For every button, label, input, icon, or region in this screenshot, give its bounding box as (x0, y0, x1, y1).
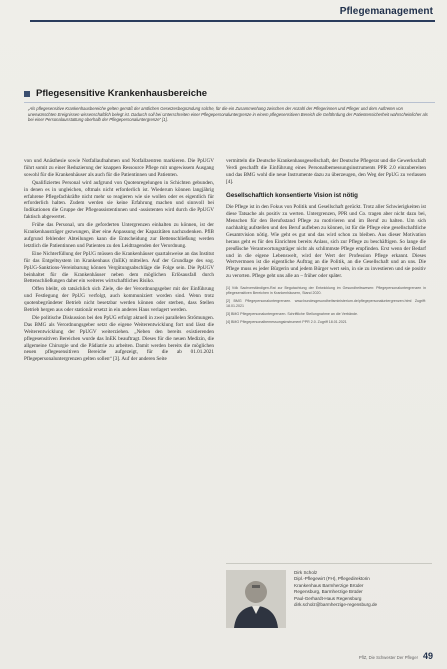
paragraph: Die Pflege ist in den Fokus von Politik und Gesellschaft gerückt. Trotz aller Schwierigkeiten ist diese Tatsache als positiv zu werten. Untergrenzen, PPR und Co. tragen aber nicht dazu bei, Menschen für den Berufsstand Pflege zu motivieren und im Beruf zu halten. Um sich nachhaltig aufstellen und den Beruf aufleben zu können, ist für die Pflege eine gesellschaftliche Gesamtvision nötig. Wie geht es gut und das wird schon zu bleiben. Aus dieser Motivation heraus geht es für den Einrichten bereits Anlass, sich zur Pflege zu beschäftigen. So lange die preußische Verantwortungsträger nicht als schlimmste Pflege empfinden. Erst wenn der Bedarf und in die eigene Lebenswelt, wird der Wert der Profession Pflege erkannt. Dieses Wertvermoen ist die eigentliche Auftrag an die Politik, an die Gesellschaft und an uns. Die Pflege muss es jeder Bürgerin und jedem Bürger wert sein, in sie zu investieren und sie positiv zu verorten. Pflege geht uns alle an – früher oder später. (226, 204, 426, 280)
issue-label: PflZ, Die Schwester Der Pfleger (358, 655, 418, 660)
reference-item: [1] Vdk Sachverständigen-Rat zur Begutachtung der Entwicklung im Gesundheitswesen: Pflegepersonaluntergrenzen in pflegesensitiven Bereichen in Krankenhäusern, Stand 2020. (226, 286, 426, 296)
article-headline-block (24, 88, 435, 127)
top-rule (30, 20, 435, 22)
square-bullet-icon (24, 91, 30, 97)
author-photo (226, 570, 286, 628)
references (226, 286, 426, 324)
page-number: 49 (422, 651, 433, 661)
paragraph: Die politische Diskussion bei den PpUG erfolgt aktuell in zwei parallelen Strömungen. Das BMG als Verordnungsgeber setzt die eigene Weiterentwicklung fort und lässt die Weiterentwicklung der PpUGV weiterziehen. „Neben den bereits existierenden pflegesensitiven Bereichen wurde das InEK beauftragt. Dieses für die neuen Medizin, die allgemeine Chirurgie und die Pädiatrie zu arbeiten. Damit werden bereits die möglichen neuen pflegesensitiven Bereiche aufgezeigt, für die ab 01.01.2021 Pflegepersonaluntergrenzen gelten sollen“ [3]. Auf der anderen Seite (24, 314, 214, 363)
left-column (24, 158, 214, 364)
right-column (226, 158, 426, 328)
paragraph: Qualifiziertes Personal wird aufgrund von Quotenregelungen in Schichten gebunden, in denen es in ungleichen, oftmals nicht erforderlich ist. Wiederum können langjährig erfahrene Pflegefachkräfte nicht mehr so reagieren wie sie wollen oder es eigentlich für erforderlich halten. Zudem werden sie keine Erfahrung machen und sinnvoll bei Indikationen die Gruppe der Pflegeassistentinnen und -assistenten wird durch die PpUGV faktisch abgewertet. (24, 179, 214, 221)
reference-item: [2] BMG Pflegepersonaluntergrenzen. www.bundesgesundheitsministerium.de/pflegepersonaluntergrenzen.html Zugriff: 18.01.2021 (226, 299, 426, 308)
lead-quote: „Als pflegesensitive Krankenhausbereiche gelten gemäß der amtlichen Gesetzesbegründung solche, für die ein Zusammenhang zwischen der Anzahl der Pflegerinnen und Pfleger und dem Auftreten von unerwünschten Ereignissen wissenschaftlich belegt ist. Dadurch soll bei Unterschreiten einer Pflegepersonaluntergrenze in einem pflegesensitiven Bereich die Gefährdung der Patientensicherheit wahrscheinlicher als bei einer Personalausstattung oberhalb der Pflegepersonaluntergrenze“ [1]. (24, 102, 435, 127)
paragraph: von und Anästhesie sowie Notfallaufnahmen und Notfallzentren markieren. Die PpUGV führt somit zu einer Reduzierung der knappen Ressource Pflege mit ungewissem Ausgang sowohl für die Krankenhäuser als auch für die Patientinnen und Patienten. (24, 158, 214, 178)
author-box (226, 563, 432, 637)
section-label: Pflegemanagement (339, 6, 433, 17)
paragraph: Offen bleibt, ob tatsächlich sich Ziele, die der Verordnungsgeber mit der Einführung und Festlegung der PpUG verfolgt, auch kommuniziert worden sind. Wenn trotz quotenbegründeter Betrieb nicht besetzbar werden können oder sterben, dass Stellen Betrieb hergen aus oder stationär ersetzt in ein anderes Haus verlagert werden. (24, 286, 214, 314)
section-subhead: Gesellschaftlich konsentierte Vision ist nötig (226, 191, 358, 199)
reference-item: [4] BMG Pflegepersonalbemessungsinstrument PPR 2.0. Zugriff 18.01.2021 (226, 319, 347, 324)
person-photo-icon (226, 570, 286, 628)
author-line: Dipl.-Pflegewirt (FH), Pflegedirektorin (294, 576, 370, 582)
author-line: Krankenhaus Barmherzige Brüder (294, 582, 364, 588)
reference-item: [3] BMG Pflegepersonaluntergrenzen. Schriftliche Stellungnahme an die Verbände. (226, 311, 359, 316)
article-headline (24, 88, 435, 99)
author-name: Dirk Scholz (294, 570, 318, 575)
author-email: dirk.scholz@barmherzige-regensburg.de (294, 602, 378, 608)
page-footer (359, 651, 433, 661)
paragraph: vermitteln die Deutsche Krankenhausgesellschaft, der Deutsche Pflegerat und die Gewerkschaft Verdi geschafft die Einführung eines Personalbemessungsinstruments PPR 2.0 einzubereiten und das BMG wohl die neue Instrumente dazu zu überzeugen, den Weg der PpUG zu verlassen [4]. (226, 158, 426, 185)
author-line: Paul-Gerhardt-Haus Regensburg (294, 595, 362, 601)
author-line: Regensburg, Barmherzige Brüder (294, 589, 363, 595)
headline-text: Pflegesensitive Krankenhausbereiche (36, 88, 208, 99)
paragraph: Eine Nichterfüllung der PpUG müssen die Krankenhäuser quartalsweise an das Institut für das Entgeltsystem im Krankenhaus (InEK) mitteilen. Auf der Grundlage des sog. PpUG-Sanktions-Vereinbarung können Vergütungsabschläge die Folge sein. Die PpUGV beinhaltet für die Krankenhäuser neben dem möglichen Erlösausfall durch Bettenschließungen daher ein weiteres wirtschaftliches Risiko. (24, 250, 214, 285)
paragraph: Frühe das Personal, um die geforderten Untergrenzen einhalten zu können, ist der Krankenhausträger gezwungen, über eine Anpassung der Kapazitäten nachzudenken. PflB aufgrund fehlender Abteilungen kann die Entscheidung zur Bettenschließung werden letztlich die Patientinnen und Patienten zu den Leidtragenden der Verordnung. (24, 222, 214, 249)
author-details (294, 570, 377, 608)
